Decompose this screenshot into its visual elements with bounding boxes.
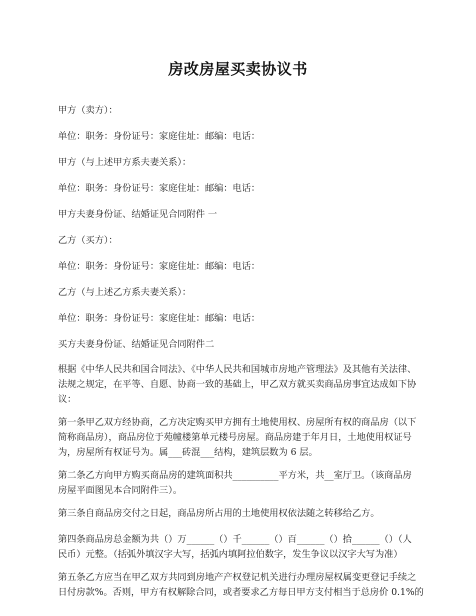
article-4-paragraph: [58, 532, 420, 562]
buyer-attachment-note: 买方夫妻身份证、结婚证见合同附件二: [58, 339, 215, 350]
article-5-line: 第五条乙方应当在甲乙双方共同到房地产产权登记机关进行办理房屋权属变更登记手续之: [58, 572, 417, 583]
article-3-line: 第三条自商品房交付之日起，商品房所占用的土地使用权依法随之转移给乙方。: [58, 508, 380, 519]
article-1-line: 为，房屋所有权证号为。属___砖混___结构，建筑层数为 6 层。: [58, 447, 318, 458]
preamble-paragraph: [58, 362, 420, 407]
buyer-spouse-info-line: 单位：职务：身份证号：家庭住址：邮编：电话：: [58, 313, 261, 324]
seller-heading: 甲方（卖方）：: [58, 105, 118, 116]
article-4-line: 第四条商品房总金额为共（）万______（）千______（）百______（）拾______（）（人: [58, 534, 412, 545]
article-5-line: 日付房款%。否则，甲方有权解除合同，或者要求乙方每日甲方支付相当于总房价 0.1%的: [58, 587, 424, 598]
buyer-info-line: 单位：职务：身份证号：家庭住址：邮编：电话：: [58, 261, 261, 272]
seller-info-line: 单位：职务：身份证号：家庭住址：邮编：电话：: [58, 131, 261, 142]
article-1-line: 第一条甲乙双方经协商，乙方决定购买甲方拥有土地使用权、房屋所有权的商品房（以下: [58, 417, 417, 428]
article-5-paragraph: [58, 570, 424, 600]
article-4-line: 民币）元整。（括弧外填汉字大写，括弧内填阿拉伯数字，发生争议以汉字大写为准）: [58, 549, 403, 560]
seller-spouse-heading: 甲方（与上述甲方系夫妻关系）：: [58, 157, 192, 168]
article-1-paragraph: [58, 415, 420, 460]
preamble-line: 根据《中华人民共和国合同法》、《中华人民共和国城市房地产管理法》及其他有关法律、: [58, 364, 417, 375]
article-2-line: 房屋平面图见本合同附件三）。: [58, 485, 183, 496]
article-2-line: 第二条乙方向甲方购买商品房的建筑面积共__________平方米，共__室厅卫。（该商品房: [58, 470, 412, 481]
document-title: 房改房屋买卖协议书: [168, 60, 308, 78]
seller-attachment-note: 甲方夫妻身份证、结婚证见合同附件 一: [58, 209, 218, 220]
article-3-paragraph: [58, 506, 420, 521]
buyer-heading: 乙方（买方）：: [58, 235, 118, 246]
preamble-line: 法规之规定，在平等、自愿、协商一致的基础上，甲乙双方就买卖商品房事宜达成如下协: [58, 379, 417, 390]
preamble-line: 议：: [58, 394, 77, 405]
seller-spouse-info-line: 单位：职务：身份证号：家庭住址：邮编：电话：: [58, 183, 261, 194]
article-1-line: 简称商品房），商品房位于苑幢楼第单元楼号房屋。商品房建于年月日，土地使用权证号: [58, 432, 412, 443]
buyer-spouse-heading: 乙方（与上述乙方系夫妻关系）：: [58, 287, 192, 298]
article-2-paragraph: [58, 468, 420, 498]
